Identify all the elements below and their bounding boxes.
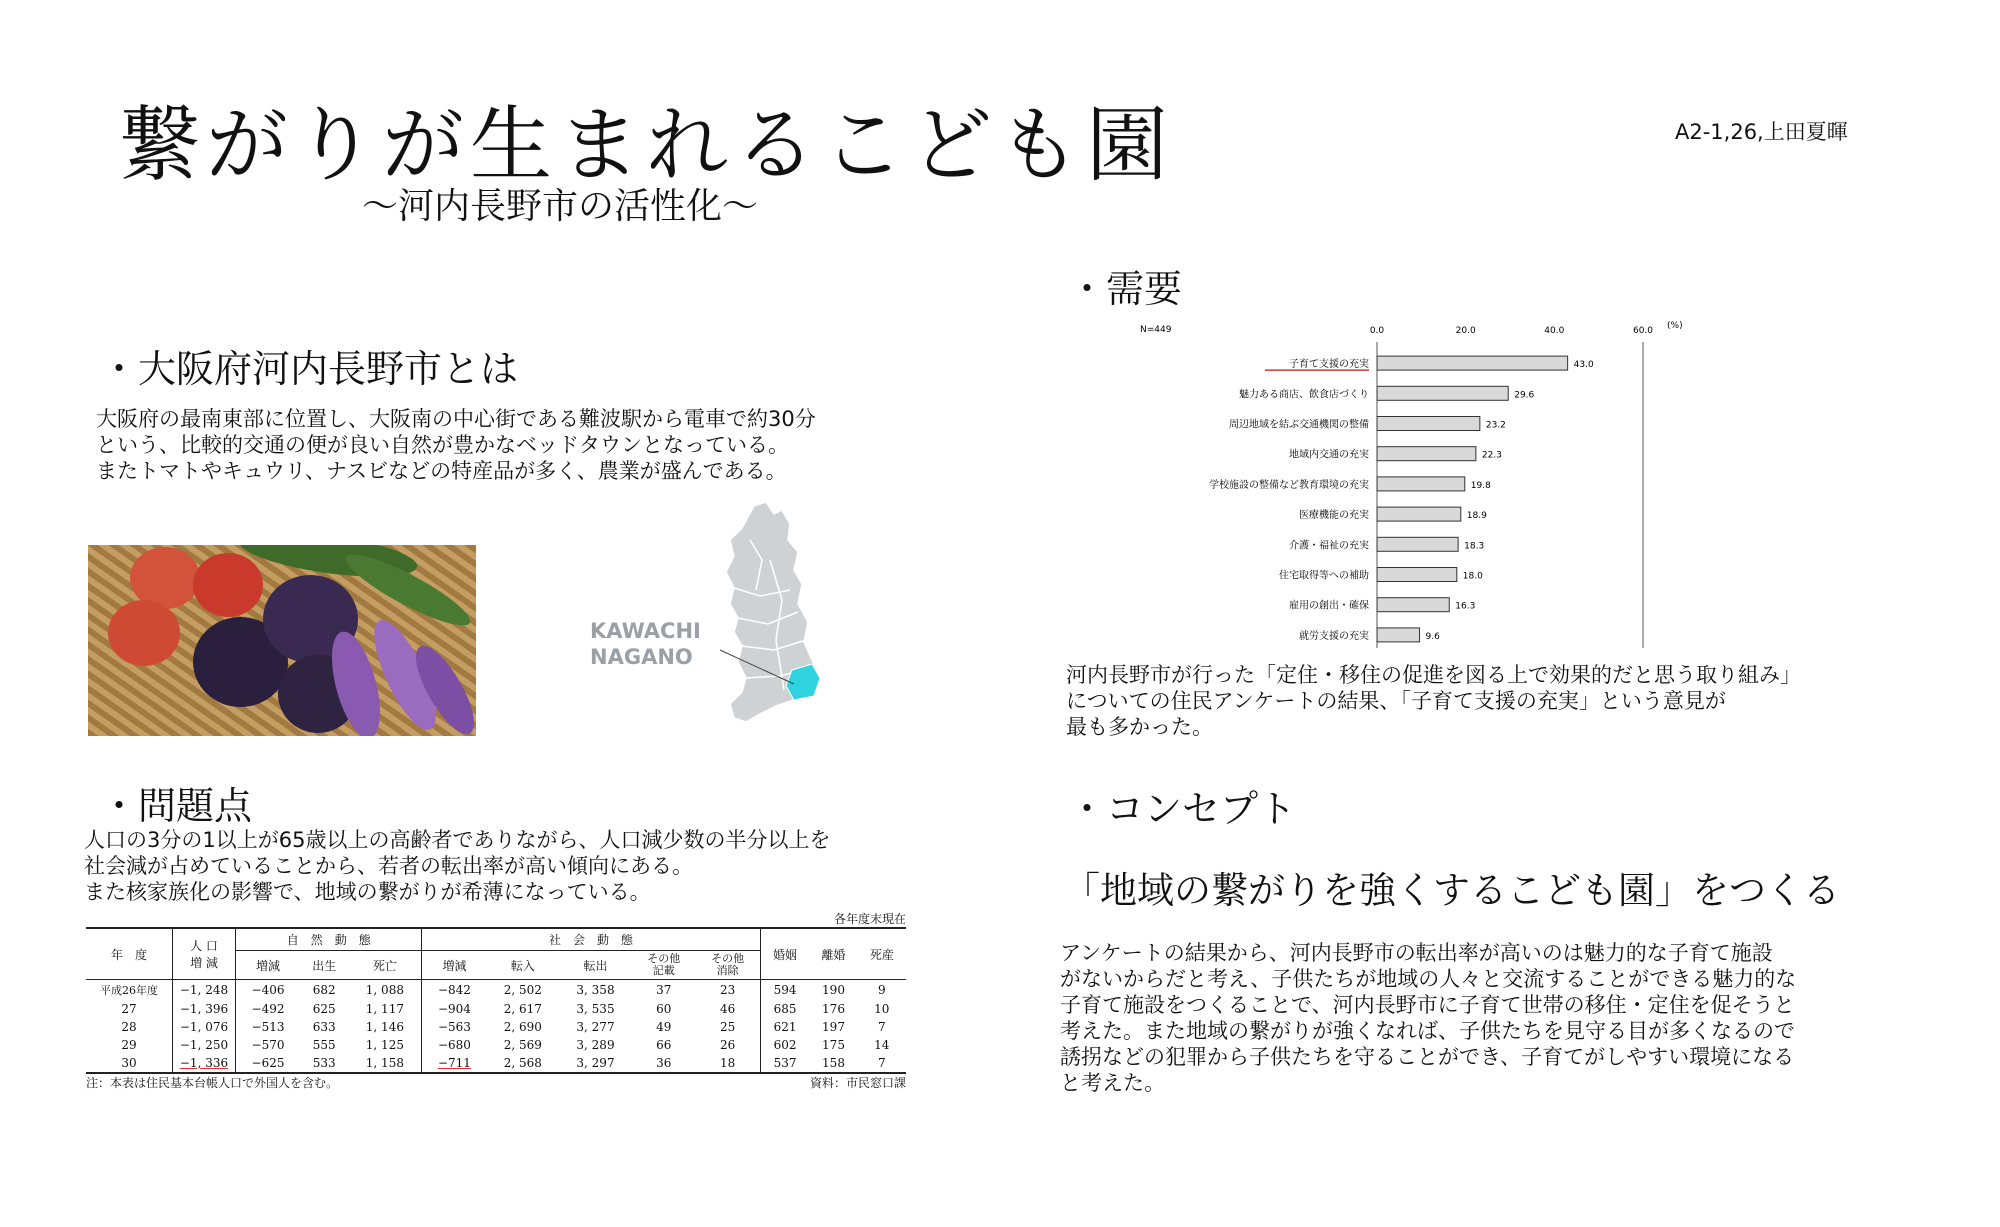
table-cell: 594 <box>760 980 809 1001</box>
table-cell: 533 <box>300 1054 348 1073</box>
table-cell: 14 <box>874 1038 890 1052</box>
x-tick-label: 60.0 <box>1632 326 1654 336</box>
table-cell: −513 <box>236 1018 301 1036</box>
table-cell: −842 <box>422 980 487 1001</box>
category-label: 学校施設の整備など教育環境の充実 <box>1209 479 1369 491</box>
table-cell: −492 <box>236 1000 301 1018</box>
table-cell: 29 <box>121 1038 137 1052</box>
bar <box>1377 598 1449 612</box>
table-cell: 197 <box>822 1020 845 1034</box>
bar-value-label: 16.3 <box>1455 601 1476 612</box>
th-other-add: その他 記載 <box>647 952 681 977</box>
table-note-right: 資料：市民窓口課 <box>809 1076 906 1090</box>
category-label: 介護・福祉の充実 <box>1289 540 1369 552</box>
table-cell: 602 <box>760 1036 809 1054</box>
th-other-del: その他 消除 <box>711 952 745 977</box>
table-cell: 2, 569 <box>503 1038 542 1052</box>
table-cell: 2, 502 <box>503 983 542 997</box>
table-cell: −563 <box>422 1018 487 1036</box>
table-cell: 3, 289 <box>576 1038 615 1052</box>
bar-value-label: 19.8 <box>1470 480 1491 491</box>
bar-value-label: 29.6 <box>1514 390 1535 401</box>
table-cell: 2, 568 <box>486 1054 559 1073</box>
category-label: 医療機能の充実 <box>1299 510 1369 522</box>
table-cell: 10 <box>874 1002 890 1016</box>
population-table <box>86 927 906 1074</box>
bar-value-label: 43.0 <box>1573 360 1594 371</box>
table-cell: 3, 277 <box>576 1020 615 1034</box>
bar <box>1377 447 1476 461</box>
table-cell-highlight: −711 <box>422 1054 487 1073</box>
bar <box>1377 477 1465 491</box>
table-cell: 1, 088 <box>365 983 404 997</box>
table-cell: 682 <box>312 983 336 997</box>
author-label: A2-1,26,上田夏暉 <box>1675 120 1848 144</box>
table-row <box>86 1018 906 1036</box>
th-in: 転入 <box>510 958 535 973</box>
table-cell: 27 <box>121 1002 137 1016</box>
concept-body: アンケートの結果から、河内長野市の転出率が高いのは魅力的な子育て施設 がないからだと考え、子供たちが地域の人々と交流することができる魅力的な 子育て施設をつくることで、河内長野市に子育て世帯の移住・定住を促そうと 考えた。また地域の繋がりが強くなれば、子供たちを見守る目が多くなるので 誘拐などの犯罪から子供たちを守ることができ、子育てがしやすい環境になる と考えた。 <box>1060 941 1797 1095</box>
table-row <box>86 1036 906 1054</box>
table-cell: 175 <box>822 1038 845 1052</box>
table-row <box>86 980 906 1001</box>
problem-body: 人口の3分の1以上が65歳以上の高齢者でありながら、人口減少数の半分以上を 社会減が占めていることから、若者の転出率が高い傾向にある。 また核家族化の影響で、地域の繋がりが希薄になっている。 <box>84 828 831 904</box>
concept-statement: 「地域の繋がりを強くするこども園」をつくる <box>1063 869 1840 912</box>
category-label: 周辺地域を結ぶ交通機関の整備 <box>1229 419 1369 431</box>
table-cell: 26 <box>720 1038 736 1052</box>
bar <box>1377 356 1568 370</box>
table-cell: 25 <box>720 1020 736 1034</box>
table-cell: −680 <box>422 1036 487 1054</box>
chart-n-label: N=449 <box>1140 325 1172 335</box>
table-cell: 1, 117 <box>365 1002 404 1016</box>
table-cell: −1, 396 <box>173 1000 236 1018</box>
table-cell: 555 <box>312 1038 336 1052</box>
table-cell: −904 <box>422 1000 487 1018</box>
bar-value-label: 22.3 <box>1481 450 1502 461</box>
bar-value-label: 9.6 <box>1425 631 1440 642</box>
intro-body: 大阪府の最南東部に位置し、大阪南の中心街である難波駅から電車で約30分 という、比較的交通の便が良い自然が豊かなベッドタウンとなっている。 またトマトやキュウリ、ナスビなどの特産品が多く、農業が盛んである。 <box>96 407 816 483</box>
table-note-left: 注：本表は住民基本台帳人口で外国人を含む。 <box>86 1076 339 1090</box>
table-cell: 633 <box>312 1020 336 1034</box>
th-natural: 自 然 動 態 <box>236 928 422 951</box>
th-social: 社 会 動 態 <box>422 928 760 951</box>
table-cell: −1, 250 <box>173 1036 236 1054</box>
bar-value-label: 18.3 <box>1464 541 1485 552</box>
table-cell: 23 <box>720 983 736 997</box>
table-cell: 176 <box>822 1002 845 1016</box>
map-label: KAWACHI NAGANO <box>590 619 701 669</box>
population-table-block <box>86 910 916 1091</box>
table-cell: 36 <box>632 1054 696 1073</box>
table-cell: −625 <box>236 1054 301 1073</box>
category-label: 就労支援の充実 <box>1299 630 1369 642</box>
category-label: 地域内交通の充実 <box>1289 449 1369 461</box>
category-label: 雇用の創出・確保 <box>1289 600 1369 612</box>
th-soc-change: 増減 <box>422 951 487 980</box>
table-cell: 46 <box>720 1002 736 1016</box>
table-cell: 190 <box>822 983 845 997</box>
table-cell: 7 <box>858 1054 906 1073</box>
table-cell: −570 <box>236 1036 301 1054</box>
demand-caption: 河内長野市が行った「定住・移住の促進を図る上で効果的だと思う取り組み」 についての住民アンケートの結果、「子育て支援の充実」という意見が 最も多かった。 <box>1066 663 1801 739</box>
intro-heading: ・大阪府河内長野市とは <box>100 347 519 391</box>
bar <box>1377 537 1458 551</box>
table-cell: 9 <box>878 983 886 997</box>
table-cell: 30 <box>86 1054 173 1073</box>
problem-heading: ・問題点 <box>100 784 253 828</box>
category-label: 住宅取得等への補助 <box>1279 570 1369 582</box>
bar <box>1377 568 1457 582</box>
table-cell: −1, 248 <box>173 980 236 1001</box>
table-cell: 621 <box>760 1018 809 1036</box>
page-title: 繋がりが生まれるこども園 <box>118 98 1175 193</box>
bar-value-label: 23.2 <box>1485 420 1506 431</box>
bar <box>1377 386 1508 400</box>
table-note-top: 各年度末現在 <box>833 912 906 926</box>
table-cell: 28 <box>121 1020 137 1034</box>
vegetables-photo <box>88 545 476 736</box>
table-cell: 18 <box>696 1054 761 1073</box>
th-deaths: 死亡 <box>372 958 397 973</box>
table-cell: 49 <box>656 1020 672 1034</box>
table-cell-highlight: −1, 336 <box>173 1054 236 1073</box>
table-cell: 2, 690 <box>503 1020 542 1034</box>
table-cell: 1, 146 <box>365 1020 404 1034</box>
th-divorce: 離婚 <box>809 928 857 980</box>
table-cell: −1, 076 <box>173 1018 236 1036</box>
th-out: 転出 <box>583 958 608 973</box>
th-nat-change: 増減 <box>236 951 301 980</box>
table-cell: 37 <box>656 983 672 997</box>
table-cell: 66 <box>656 1038 672 1052</box>
table-cell: 3, 297 <box>559 1054 632 1073</box>
th-pop: 人 口 増 減 <box>173 928 236 980</box>
x-tick-label: 20.0 <box>1455 326 1476 336</box>
table-cell: −406 <box>236 980 301 1001</box>
th-stillbirth: 死産 <box>858 928 906 980</box>
table-cell: 625 <box>312 1002 336 1016</box>
category-label: 魅力ある商店、飲食店づくり <box>1239 389 1369 401</box>
concept-heading: ・コンセプト <box>1068 787 1297 831</box>
demand-heading: ・需要 <box>1068 267 1183 311</box>
table-cell: 平成26年度 <box>100 984 158 997</box>
bar <box>1377 417 1480 431</box>
osaka-map <box>690 500 850 730</box>
x-tick-label: 0.0 <box>1369 326 1385 336</box>
table-cell: 3, 535 <box>576 1002 615 1016</box>
th-births: 出生 <box>312 958 337 973</box>
chart-unit-label: (%) <box>1667 321 1683 331</box>
table-row <box>86 1000 906 1018</box>
table-cell: 1, 158 <box>348 1054 422 1073</box>
th-marriage: 婚姻 <box>760 928 809 980</box>
bar <box>1377 507 1461 521</box>
bar-value-label: 18.9 <box>1466 511 1487 522</box>
bar <box>1377 628 1420 642</box>
table-cell: 537 <box>760 1054 809 1073</box>
page-subtitle: 〜河内長野市の活性化〜 <box>362 186 759 227</box>
th-year: 年 度 <box>86 928 173 980</box>
table-cell: 7 <box>878 1020 886 1034</box>
category-label: 子育て支援の充実 <box>1289 359 1369 371</box>
table-cell: 2, 617 <box>503 1002 542 1016</box>
table-cell: 3, 358 <box>576 983 615 997</box>
table-row <box>86 1054 906 1073</box>
survey-bar-chart <box>1120 318 1700 648</box>
x-tick-label: 40.0 <box>1544 326 1565 336</box>
table-cell: 685 <box>760 1000 809 1018</box>
table-cell: 60 <box>656 1002 672 1016</box>
table-cell: 1, 125 <box>365 1038 404 1052</box>
bar-value-label: 18.0 <box>1462 571 1483 582</box>
table-cell: 158 <box>809 1054 857 1073</box>
